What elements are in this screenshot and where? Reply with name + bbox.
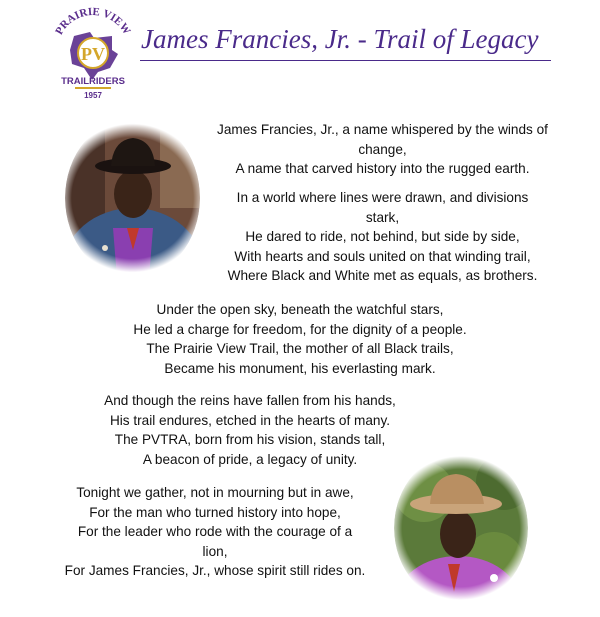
prairie-view-trailriders-logo	[50, 6, 136, 102]
poem-stanza-3	[100, 300, 500, 378]
poem-line: With hearts and souls united on that winding trail,	[234, 248, 531, 264]
poem-stanza-2	[200, 188, 565, 286]
poem-line: James Francies, Jr., a name whispered by the winds of	[217, 122, 548, 137]
svg-text:PRAIRIE VIEW	[53, 6, 132, 37]
poem-line: Where Black and White met as equals, as brothers.	[227, 268, 538, 284]
poem-line: Under the open sky, beneath the watchful stars,	[156, 302, 444, 317]
logo-monogram: PV	[81, 44, 105, 64]
poem-line: The Prairie View Trail, the mother of all Black trails,	[146, 341, 454, 357]
logo-bottom-text: TRAILRIDERS	[61, 76, 125, 87]
poem-line: Became his monument, his everlasting mark.	[164, 360, 436, 376]
portrait-photo-2	[394, 452, 528, 604]
poem-line: He dared to ride, not behind, but side by side,	[245, 229, 520, 245]
title-underline	[140, 60, 551, 61]
portrait-photo-1	[65, 118, 200, 278]
poem-line: stark,	[365, 209, 400, 225]
logo-top-text: PRAIRIE VIEW	[53, 6, 133, 37]
poem-line: And though the reins have fallen from his hands,	[104, 393, 396, 408]
page-title: James Francies, Jr. - Trail of Legacy	[141, 24, 539, 54]
poem-stanza-5	[40, 483, 390, 581]
poem-line: He led a charge for freedom, for the dignity of a people.	[133, 321, 467, 337]
poem-line: For James Francies, Jr., whose spirit still rides on.	[64, 563, 366, 579]
logo-emblem	[50, 6, 136, 102]
poem-line: The PVTRA, born from his vision, stands tall,	[114, 432, 386, 448]
poem-stanza-1	[200, 120, 565, 179]
poem-line: change,	[358, 141, 407, 157]
poem-line: A beacon of pride, a legacy of unity.	[142, 451, 358, 467]
poem-line: A name that carved history into the rugged earth.	[235, 161, 530, 177]
poem-line: His trail endures, etched in the hearts of many.	[109, 412, 391, 428]
poem-stanza-4	[40, 391, 460, 469]
poem-line: For the man who turned history into hope,	[89, 504, 341, 520]
poem-line: Tonight we gather, not in mourning but in awe,	[76, 485, 354, 500]
poem-line: In a world where lines were drawn, and divisions	[236, 190, 529, 205]
poem-line: For the leader who rode with the courage of a	[77, 524, 353, 540]
logo-year: 1957	[84, 91, 102, 100]
poem-line: lion,	[202, 543, 228, 559]
